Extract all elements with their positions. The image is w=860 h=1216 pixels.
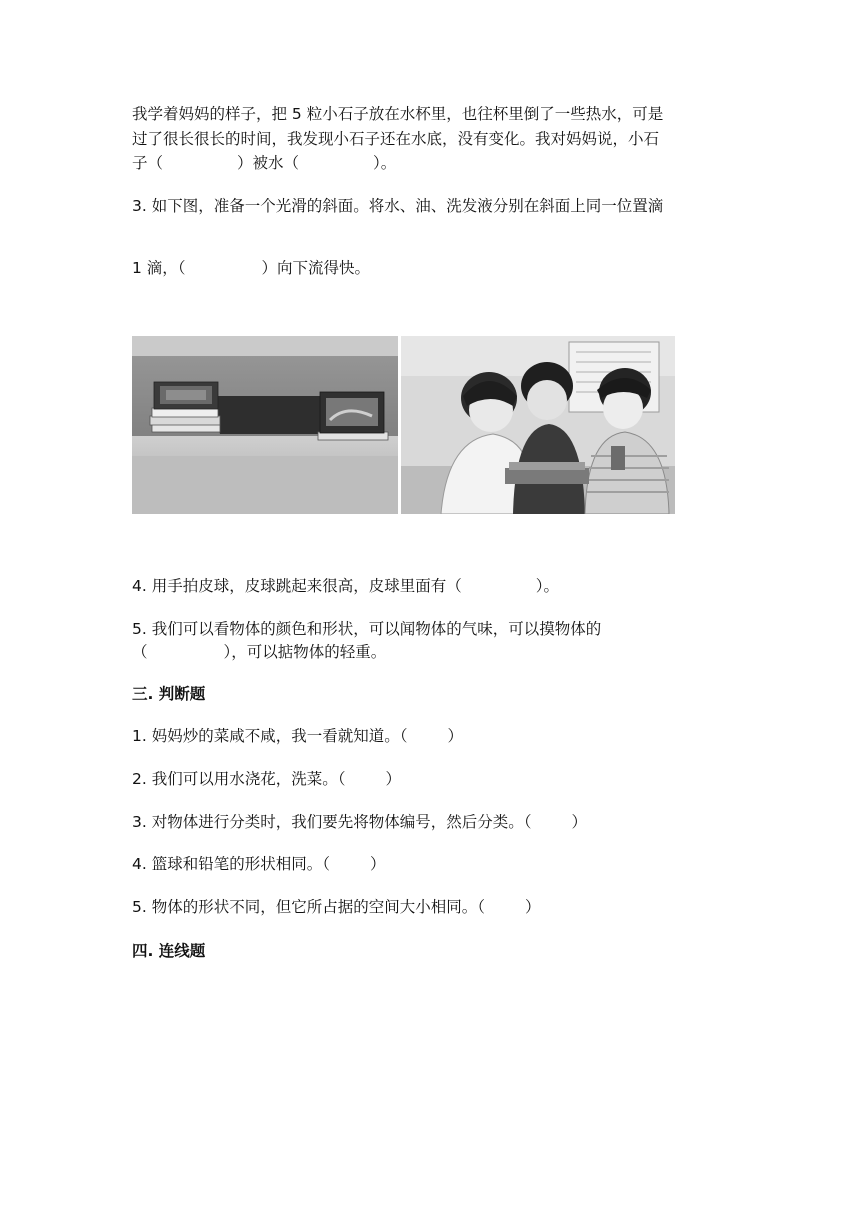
q2-line-2: 过了很长很长的时间，我发现小石子还在水底，没有变化。我对妈妈说，小石 — [132, 130, 660, 148]
judge-item-1 — [132, 725, 463, 747]
judge-item-close: ） — [524, 898, 541, 916]
judge-item-3 — [132, 811, 587, 833]
q3-line-1: 3. 如下图，准备一个光滑的斜面。将水、油、洗发液分别在斜面上同一位置滴 — [132, 197, 664, 215]
q3-line-2 — [132, 257, 370, 279]
q5-line-2 — [132, 641, 386, 663]
q4-text-a: 4. 用手拍皮球，皮球跳起来很高，皮球里面有（ — [132, 577, 462, 595]
judge-item-close: ） — [385, 770, 401, 788]
q2-line-3-b: ）被水（ — [237, 154, 300, 172]
photo-children-observing — [401, 336, 675, 514]
q2-line-3-a: 子（ — [132, 154, 164, 172]
judge-item-2 — [132, 768, 401, 790]
judge-item-close: ） — [571, 813, 587, 831]
section-4-title: 四. 连线题 — [132, 942, 206, 960]
photo-slope-experiment — [132, 336, 398, 514]
judge-item-text: 1. 妈妈炒的菜咸不咸，我一看就知道。（ — [132, 727, 408, 745]
q2-line-3 — [132, 152, 396, 174]
judge-item-text: 2. 我们可以用水浇花，洗菜。（ — [132, 770, 346, 788]
q3-line-2-b: ）向下流得快。 — [261, 259, 371, 277]
q5-line-2-b: ），可以掂物体的轻重。 — [223, 643, 387, 661]
q3-line-2-a: 1 滴，（ — [132, 259, 186, 277]
q2-line-3-c: ）。 — [373, 154, 397, 172]
section-3-title: 三. 判断题 — [132, 685, 206, 703]
q4-line — [132, 575, 559, 597]
judge-item-text: 4. 篮球和铅笔的形状相同。（ — [132, 855, 330, 873]
judge-item-close: ） — [447, 727, 463, 745]
judge-item-close: ） — [369, 855, 386, 873]
q5-line-1: 5. 我们可以看物体的颜色和形状，可以闻物体的气味，可以摸物体的 — [132, 620, 602, 638]
q2-line-1: 我学着妈妈的样子，把 5 粒小石子放在水杯里，也往杯里倒了一些热水，可是 — [132, 105, 664, 123]
judge-item-4 — [132, 853, 385, 875]
q4-text-b: ）。 — [535, 577, 559, 595]
judge-item-text: 5. 物体的形状不同，但它所占据的空间大小相同。（ — [132, 898, 485, 916]
judge-item-text: 3. 对物体进行分类时，我们要先将物体编号，然后分类。（ — [132, 813, 532, 831]
judge-item-5 — [132, 896, 540, 918]
q5-line-2-a: （ — [132, 643, 148, 661]
